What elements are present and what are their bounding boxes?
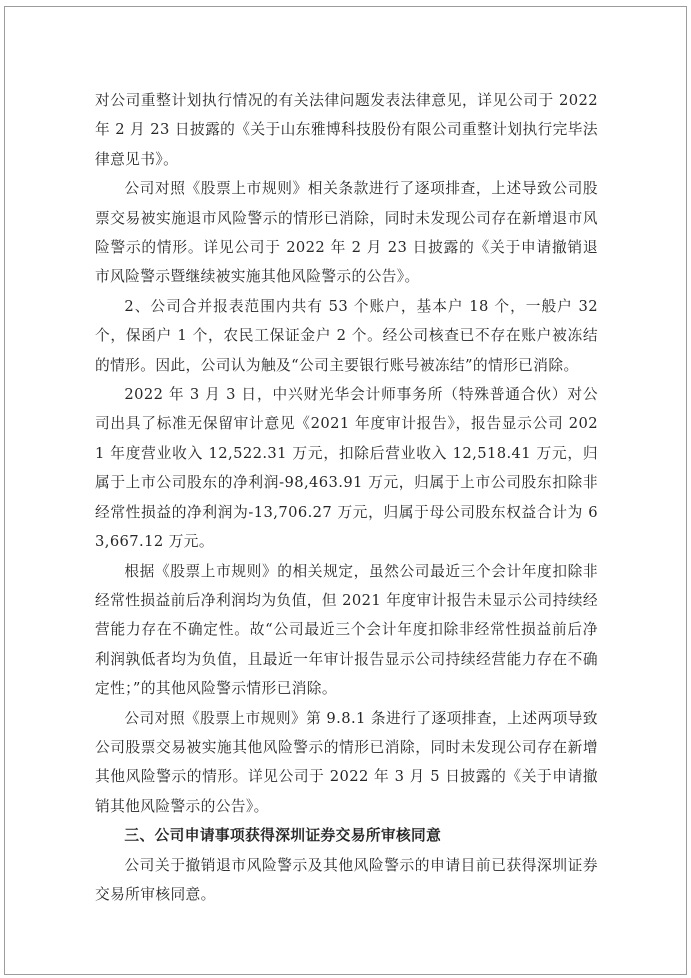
- paragraph-audit-report-figures: 2022 年 3 月 3 日，中兴财光华会计师事务所（特殊普通合伙）对公司出具了标准无保留审计意见《2021 年度审计报告》，报告显示公司 2021 年度营业收入 12,522.31 万元，扣除后营业收入 12,518.41 万元，归属于上市公司股东的净利润-98,463.91 万元，归属于上市公司股东扣除非经常性损益的净利润为-13,706.27 万元，归属于母公司股东权益合计为 63,667.12 万元。: [95, 386, 598, 551]
- paragraph-exchange-approval: 公司关于撤销退市风险警示及其他风险警示的申请目前已获得深圳证券交易所审核同意。: [95, 856, 598, 903]
- paragraph-other-risk-removed: 公司对照《股票上市规则》第 9.8.1 条进行了逐项排查，上述两项导致公司股票交易被实施其他风险警示的情形已消除，同时未发现公司存在新增其他风险警示的情形。详见公司于 2022 年 3 月 5 日披露的《关于申请撤销其他风险警示的公告》。: [95, 709, 598, 815]
- paragraph-bank-accounts: 2、公司合并报表范围内共有 53 个账户，基本户 18 个，一般户 32 个，保函户 1 个，农民工保证金户 2 个。经公司核查已不存在账户被冻结的情形。因此，公司认为触及“公司主要银行账号被冻结”的情形已消除。: [95, 297, 598, 374]
- document-page: [4, 6, 687, 975]
- section-heading-three: 三、公司申请事项获得深圳证券交易所审核同意: [124, 827, 442, 845]
- paragraph-legal-opinion-continuation: 对公司重整计划执行情况的有关法律问题发表法律意见，详见公司于 2022 年 2 月 23 日披露的《关于山东雅博科技股份有限公司重整计划执行完毕法律意见书》。: [95, 92, 598, 168]
- paragraph-going-concern: 根据《股票上市规则》的相关规定，虽然公司最近三个会计年度扣除非经常性损益前后净利润均为负值，但 2021 年度审计报告未显示公司持续经营能力存在不确定性。故“公司最近三个会计年度扣除非经常性损益前后净利润孰低者均为负值，且最近一年审计报告显示公司持续经营能力存在不确定性；”的其他风险警示情形已消除。: [95, 562, 598, 698]
- paragraph-delisting-risk-removed: 公司对照《股票上市规则》相关条款进行了逐项排查，上述导致公司股票交易被实施退市风险警示的情形已消除，同时未发现公司存在新增退市风险警示的情形。详见公司于 2022 年 2 月 23 日披露的《关于申请撤销退市风险警示暨继续被实施其他风险警示的公告》。: [95, 180, 598, 286]
- document-body: [95, 86, 598, 909]
